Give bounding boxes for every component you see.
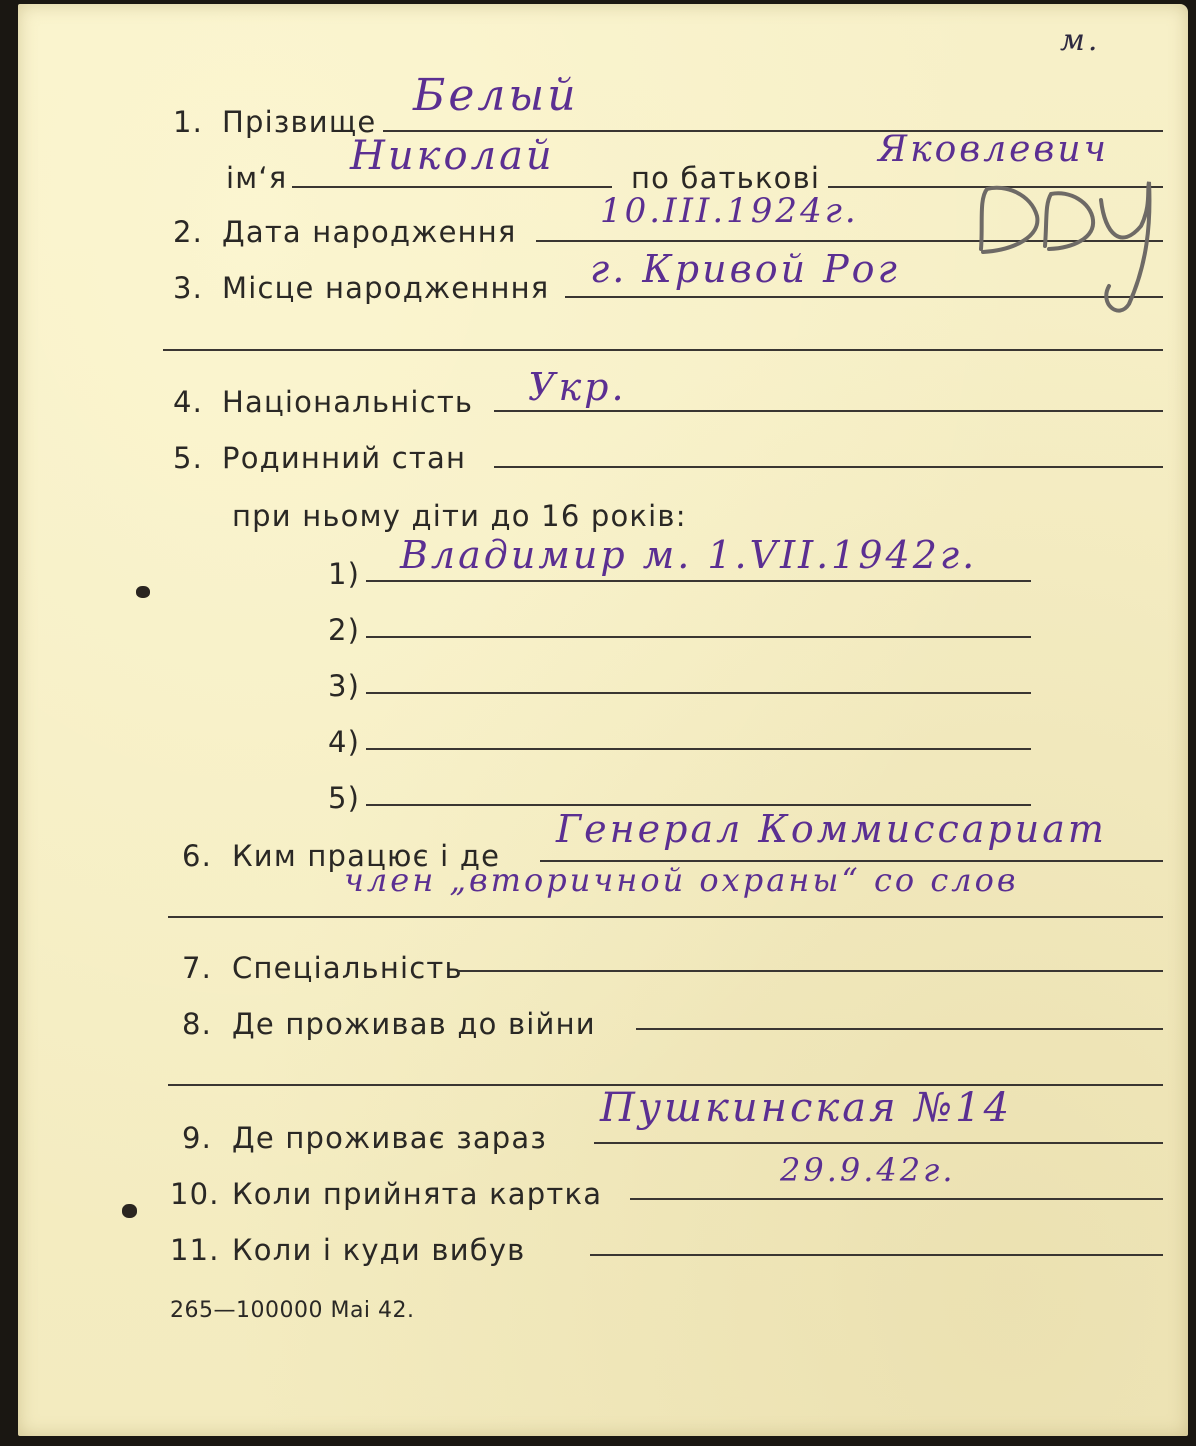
- employment-continuation-line: [168, 916, 1163, 918]
- child-line-5: [366, 804, 1031, 806]
- field-number-5: 5.: [173, 441, 204, 475]
- child-number-1: 1): [328, 557, 361, 591]
- birth-place-label: Місце народженння: [222, 271, 550, 305]
- prewar-residence-label: Де проживав до війни: [232, 1007, 596, 1041]
- child-line-2: [366, 636, 1031, 638]
- current-residence-value: Пушкинская №14: [600, 1085, 1013, 1131]
- child-number-5: 5): [328, 781, 361, 815]
- departure-label: Коли і куди вибув: [232, 1233, 526, 1267]
- birth-date-label: Дата народження: [222, 215, 517, 249]
- child-number-4: 4): [328, 725, 361, 759]
- card-accepted-label: Коли прийнята картка: [232, 1177, 603, 1211]
- marital-status-label: Родинний стан: [222, 441, 467, 475]
- nationality-value: Укр.: [528, 365, 627, 409]
- field-number-1: 1.: [173, 105, 204, 139]
- initials-mark: [953, 154, 1173, 329]
- surname-label: Прізвище: [222, 105, 377, 139]
- child-number-2: 2): [328, 613, 361, 647]
- corner-mark: м.: [1060, 23, 1101, 58]
- first-name-line: [292, 186, 612, 188]
- card-accepted-line: [630, 1198, 1163, 1200]
- children-label: при ньому діти до 16 років:: [232, 499, 687, 533]
- punch-hole-bottom: [122, 1204, 137, 1218]
- birth-place-continuation-line: [163, 349, 1163, 351]
- birth-date-value: 10.III.1924г.: [600, 191, 859, 231]
- nationality-line: [494, 410, 1163, 412]
- first-name-value: Николай: [350, 133, 555, 179]
- field-number-9: 9.: [182, 1121, 213, 1155]
- child-line-4: [366, 748, 1031, 750]
- employment-label: Ким працює і де: [232, 839, 501, 873]
- birth-place-value: г. Кривой Рог: [590, 247, 900, 291]
- current-residence-label: Де проживає зараз: [232, 1121, 547, 1155]
- field-number-3: 3.: [173, 271, 204, 305]
- field-number-10: 10.: [170, 1177, 220, 1211]
- patronymic-value: Яковлевич: [878, 129, 1109, 170]
- print-code: 265—100000 Mai 42.: [170, 1298, 415, 1323]
- field-number-11: 11.: [170, 1233, 220, 1267]
- child-number-3: 3): [328, 669, 361, 703]
- field-number-7: 7.: [182, 951, 213, 985]
- field-number-2: 2.: [173, 215, 204, 249]
- first-name-label: ім‘я: [226, 161, 288, 195]
- patronymic-label: по батькові: [631, 161, 821, 195]
- child-line-1: [366, 580, 1031, 582]
- child-value-1: Владимир м. 1.VII.1942г.: [400, 533, 978, 577]
- speciality-line: [458, 970, 1163, 972]
- registration-card: [18, 4, 1188, 1436]
- nationality-label: Національність: [222, 385, 474, 419]
- surname-value: Белый: [413, 70, 579, 121]
- employment-value-line2: член „вторичной охраны“ со слов: [344, 861, 1019, 899]
- departure-line: [590, 1254, 1163, 1256]
- card-accepted-value: 29.9.42г.: [780, 1151, 956, 1189]
- field-number-4: 4.: [173, 385, 204, 419]
- marital-status-line: [494, 466, 1163, 468]
- field-number-8: 8.: [182, 1007, 213, 1041]
- employment-value: Генерал Коммиссариат: [556, 807, 1107, 851]
- child-line-3: [366, 692, 1031, 694]
- punch-hole-top: [136, 586, 150, 598]
- prewar-residence-line: [636, 1028, 1163, 1030]
- field-number-6: 6.: [182, 839, 213, 873]
- current-residence-line: [594, 1142, 1163, 1144]
- speciality-label: Спеціальність: [232, 951, 463, 985]
